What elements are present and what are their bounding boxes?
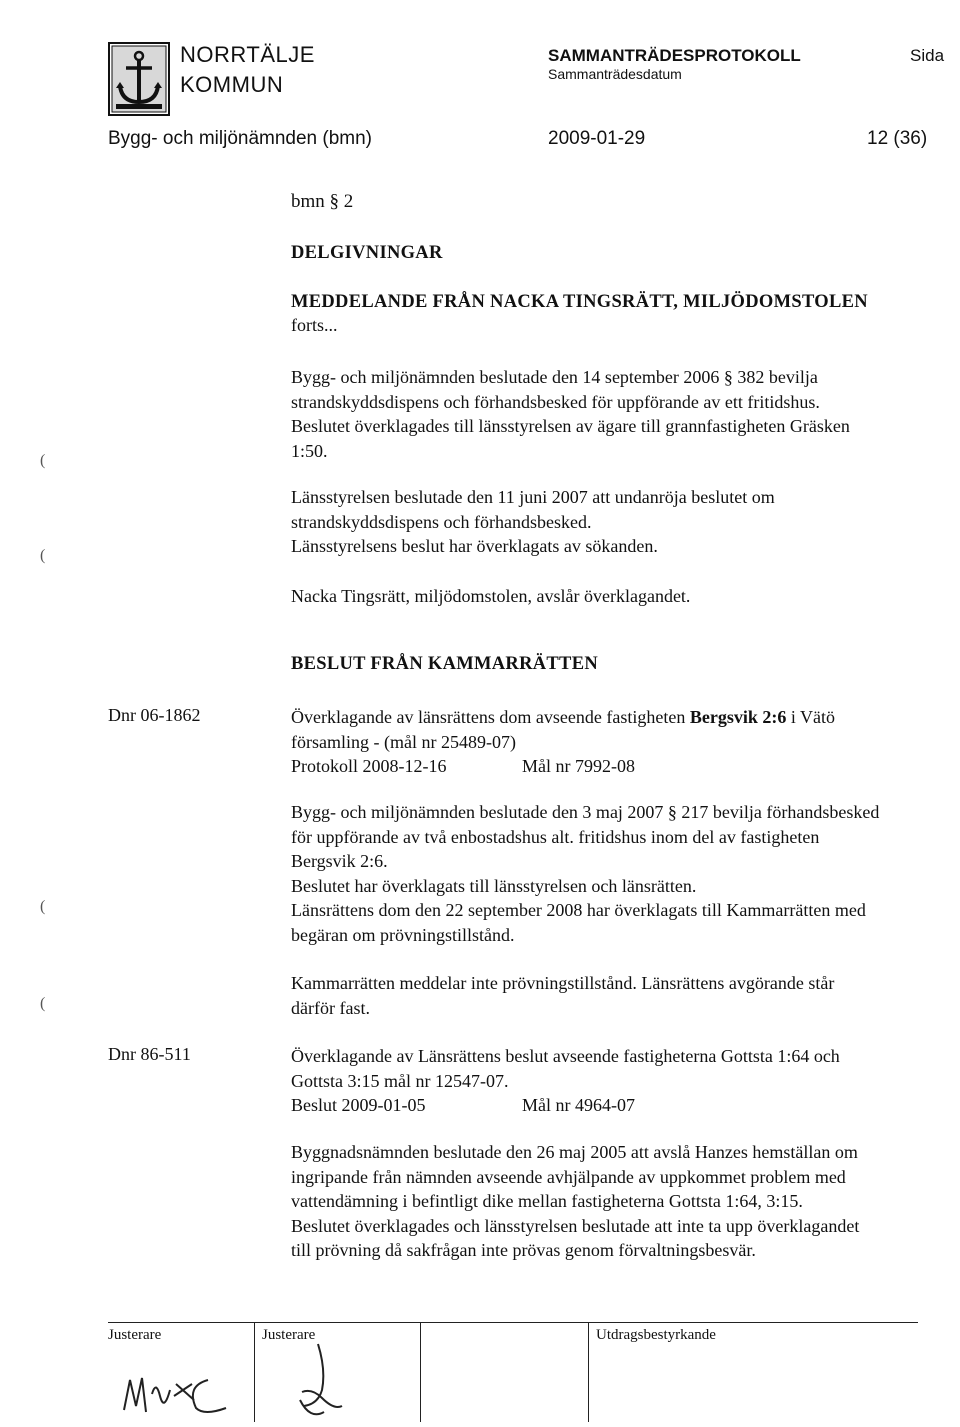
text-segment: i Vätö (786, 707, 836, 727)
protocol-title: SAMMANTRÄDESPROTOKOLL (548, 46, 801, 65)
case2-description (291, 1044, 840, 1093)
text-line: Beslutet överklagades och länsstyrelsen beslutade att inte ta upp överklagandet (291, 1215, 860, 1236)
text-line: därför fast. (291, 997, 370, 1018)
margin-mark: ( (40, 995, 46, 1012)
footer-divider (420, 1322, 421, 1422)
text-line: Kammarrätten meddelar inte prövningstillstånd. Länsrättens avgörande står (291, 973, 835, 993)
nacka-paragraph-3 (291, 584, 690, 609)
case1-body-2 (291, 971, 834, 1020)
nacka-paragraph-1 (291, 365, 850, 463)
case2-dnr: Dnr 86-511 (108, 1044, 191, 1064)
kammarratten-heading: BESLUT FRÅN KAMMARRÄTTEN (291, 654, 598, 674)
text-line: församling - (mål nr 25489-07) (291, 731, 516, 752)
text-segment: Överklagande av länsrättens dom avseende fastigheten (291, 707, 690, 727)
text-line: strandskyddsdispens och förhandsbesked. (291, 511, 592, 532)
text-line (291, 705, 835, 730)
text-line: 1:50. (291, 440, 328, 461)
case2-body (291, 1140, 859, 1263)
text-line: Länsrättens dom den 22 september 2008 har överklagats till Kammarrätten med (291, 900, 866, 920)
footer-justerare-1: Justerare (108, 1327, 162, 1343)
committee-name: Bygg- och miljönämnden (bmn) (108, 128, 373, 149)
municipality-logo (108, 42, 170, 116)
text-line: Länsstyrelsen beslutade den 11 juni 2007 att undanröja beslutet om (291, 487, 775, 507)
case1-body-1 (291, 800, 879, 947)
page-label: Sida (910, 46, 945, 65)
footer-divider (588, 1322, 589, 1422)
case1-description (291, 705, 835, 754)
text-line: Bygg- och miljönämnden beslutade den 3 maj 2007 § 217 bevilja förhandsbesked (291, 802, 880, 822)
protocol-subtitle: Sammanträdesdatum (548, 66, 682, 82)
text-line: Gottsta 3:15 mål nr 12547-07. (291, 1070, 509, 1091)
footer-justerare-2: Justerare (262, 1327, 316, 1343)
nacka-paragraph-2 (291, 485, 775, 559)
text-line: Beslutet har överklagats till länsstyrelsen och länsrätten. (291, 875, 697, 896)
meeting-date: 2009-01-29 (548, 128, 646, 149)
text-line: Länsstyrelsens beslut har överklagats av sökanden. (291, 536, 658, 556)
signature-1 (116, 1350, 256, 1427)
case1-protocol: Protokoll 2008-12-16 (291, 756, 447, 776)
section-subtitle: MEDDELANDE FRÅN NACKA TINGSRÄTT, MILJÖDOMSTOLEN (291, 292, 868, 312)
margin-mark: ( (40, 452, 46, 469)
footer-utdragsbestyrkande: Utdragsbestyrkande (596, 1327, 716, 1343)
text-line: strandskyddsdispens och förhandsbesked för uppförande av ett fritidshus. (291, 391, 820, 412)
text-line: Bergsvik 2:6. (291, 851, 388, 871)
case1-mal: Mål nr 7992-08 (522, 756, 635, 776)
section-title: DELGIVNINGAR (291, 243, 443, 263)
text-line: ingripande från nämnden avseende avhjälpande av uppkommet problem med (291, 1166, 846, 1187)
text-line: Bygg- och miljönämnden beslutade den 14 september 2006 § 382 bevilja (291, 367, 818, 387)
signature-2 (282, 1340, 372, 1427)
org-name-line1: NORRTÄLJE (180, 42, 315, 67)
footer-rule (108, 1322, 918, 1323)
page-number: 12 (36) (867, 128, 928, 149)
paragraph-ref: bmn § 2 (291, 191, 354, 212)
text-line: för uppförande av två enbostadshus alt. fritidshus inom del av fastigheten (291, 826, 820, 847)
section-continued: forts... (291, 315, 338, 335)
text-line: begäran om prövningstillstånd. (291, 924, 515, 945)
case2-mal: Mål nr 4964-07 (522, 1095, 635, 1115)
text-line: vattendämning i befintligt dike mellan fastigheterna Gottsta 1:64, 3:15. (291, 1191, 803, 1211)
case1-dnr: Dnr 06-1862 (108, 705, 201, 725)
text-line: Beslutet överklagades till länsstyrelsen av ägare till grannfastigheten Gräsken (291, 416, 850, 436)
case2-protocol: Beslut 2009-01-05 (291, 1095, 426, 1115)
margin-mark: ( (40, 547, 46, 564)
text-line: Överklagande av Länsrättens beslut avseende fastigheterna Gottsta 1:64 och (291, 1046, 840, 1066)
margin-mark: ( (40, 898, 46, 915)
text-line: till prövning då sakfrågan inte prövas genom förvaltningsbesvär. (291, 1240, 756, 1260)
text-line: Byggnadsnämnden beslutade den 26 maj 2005 att avslå Hanzes hemställan om (291, 1142, 858, 1162)
text-line: Nacka Tingsrätt, miljödomstolen, avslår överklagandet. (291, 586, 691, 606)
org-name-line2: KOMMUN (180, 72, 284, 97)
property-name: Bergsvik 2:6 (689, 707, 787, 727)
